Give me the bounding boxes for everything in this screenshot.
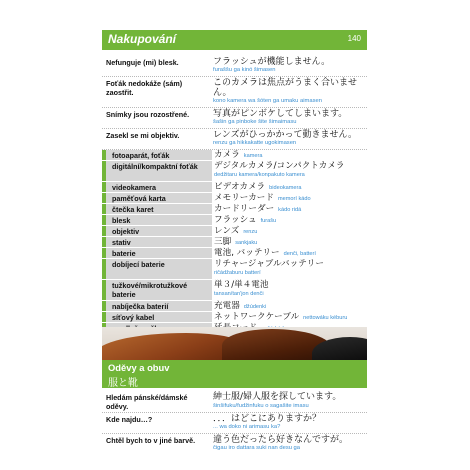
phrase-romaji: šinšifuku/fudžinfuku o sagašite imasu (213, 403, 309, 409)
vocab-row (102, 312, 367, 323)
vocab-row (102, 193, 367, 204)
phrase-romaji: renzu ga hikkakatte ugokimasen (213, 140, 297, 146)
phrase-row (102, 56, 367, 77)
vocab-japanese: ビデオカメラ (214, 182, 266, 192)
vocab-romaji: kádo ridá (278, 207, 302, 213)
vocab-czech: digitální/kompaktní foťák (112, 162, 198, 171)
phrase-japanese: 違う色だったら好きなんですが。 (213, 435, 349, 445)
vocab-czech: baterie (112, 249, 136, 258)
vocab-czech: tužkové/mikrotužkové baterie (112, 281, 188, 299)
phrase-japanese: 写真がピンボケしてしまいます。 (213, 109, 348, 119)
phrase-japanese: レンズがひっかかって動きません。 (213, 130, 358, 140)
vocab-japanese: 電池, バッテリー (214, 248, 280, 258)
vocab-row (102, 182, 367, 193)
vocab-romaji: sankjaku (235, 240, 258, 246)
page-title: Nakupování (108, 32, 177, 46)
phrase-czech: Foťák nedokáže (sám) zaostřit. (106, 79, 183, 97)
phrase-czech: Chtěl bych to v jiné barvě. (106, 436, 196, 445)
vocab-romaji: memorí kádo (278, 196, 311, 202)
phrase-romaji: ... wa doko ni arimasu ka? (213, 424, 281, 430)
vocab-czech: objektiv (112, 227, 140, 236)
vocab-romaji: bideokamera (269, 185, 302, 191)
vocab-romaji: džúdenki (243, 304, 267, 310)
phrase-japanese: ．．．はどこにありますか？ (213, 414, 322, 424)
section-title-czech: Oděvy a obuv (108, 362, 170, 373)
vocab-row (102, 259, 367, 280)
vocab-japanese: カメラ (214, 150, 240, 160)
clothing-phrases (102, 391, 367, 454)
shoes-photo (102, 327, 367, 360)
phrase-row (102, 434, 367, 454)
phrase-romaji: šašin ga pinboke šite šimaimasu (213, 119, 297, 125)
vocab-czech: fotoaparát, foťák (112, 151, 170, 160)
phrase-czech: Kde najdu…? (106, 415, 153, 424)
camera-problem-phrases (102, 56, 367, 150)
vocab-romaji: ričádžaburu batterí (214, 270, 261, 276)
vocab-romaji: dedžitaru kamera/konpakuto kamera (214, 172, 305, 178)
phrase-czech: Hledám pánské/dámské oděvy. (106, 393, 188, 411)
page-number: 140 (347, 34, 361, 43)
vocab-romaji: furašu (260, 218, 277, 224)
camera-vocabulary-table (102, 150, 367, 345)
page-header (102, 30, 367, 50)
vocab-japanese: カードリーダー (214, 204, 275, 214)
vocab-row (102, 280, 367, 301)
vocab-japanese: 三脚 (214, 237, 232, 247)
vocab-row (102, 161, 367, 182)
vocab-row (102, 226, 367, 237)
vocab-czech: nabíječka baterií (112, 302, 169, 311)
vocab-romaji: renzu (243, 229, 258, 235)
phrase-romaji: čigau iro dattara suki nan desu ga (213, 445, 301, 451)
vocab-czech: videokamera (112, 183, 156, 192)
vocab-romaji: kamera (243, 153, 263, 159)
vocab-japanese: 充電器 (214, 301, 240, 311)
vocab-japanese: フラッシュ (214, 215, 257, 225)
vocab-czech: čtečka karet (112, 205, 154, 214)
phrase-row (102, 108, 367, 129)
phrase-row (102, 77, 367, 108)
vocab-japanese: リチャージャブルバッテリー (214, 259, 324, 269)
vocab-czech: stativ (112, 238, 131, 247)
phrase-czech: Snímky jsou rozostřené. (106, 110, 190, 119)
vocab-row (102, 237, 367, 248)
vocab-row (102, 248, 367, 259)
vocab-czech: paměťová karta (112, 194, 166, 203)
phrase-row (102, 391, 367, 413)
vocab-czech: blesk (112, 216, 131, 225)
vocab-row (102, 215, 367, 226)
vocab-romaji: denči, batterí (283, 251, 316, 257)
vocab-row (102, 150, 367, 161)
section-heading (102, 360, 367, 388)
phrase-row (102, 413, 367, 434)
phrase-romaji: kono kamera wa šóten ga umaku aimasen (213, 98, 322, 104)
phrase-japanese: 紳士服/婦人服を探しています。 (213, 392, 342, 402)
section-title-japanese: 服と靴 (108, 378, 138, 389)
phrase-czech: Zasekl se mi objektiv. (106, 131, 180, 140)
phrase-row (102, 129, 367, 150)
phrase-czech: Nefunguje (mi) blesk. (106, 58, 179, 67)
vocab-japanese: メモリーカード (214, 193, 274, 203)
vocab-row (102, 301, 367, 312)
phrase-japanese: このカメラは焦点がうまく合いません。 (213, 78, 358, 98)
vocab-japanese: 単３/単４電池 (214, 280, 269, 290)
phrase-romaji: furaššu ga kinó šimasen (213, 67, 276, 73)
phrase-japanese: フラッシュが機能しません。 (213, 57, 331, 67)
vocab-japanese: レンズ (214, 226, 240, 236)
vocab-czech: síťový kabel (112, 313, 155, 322)
vocab-japanese: ネットワークケーブル (214, 312, 300, 322)
vocab-romaji: nettowáku kéburu (303, 315, 348, 321)
vocab-czech: dobíjecí baterie (112, 260, 165, 269)
vocab-romaji: tansan/tan'jon denči (214, 291, 264, 297)
vocab-row (102, 204, 367, 215)
vocab-japanese: デジタルカメラ/コンパクトカメラ (214, 161, 345, 171)
